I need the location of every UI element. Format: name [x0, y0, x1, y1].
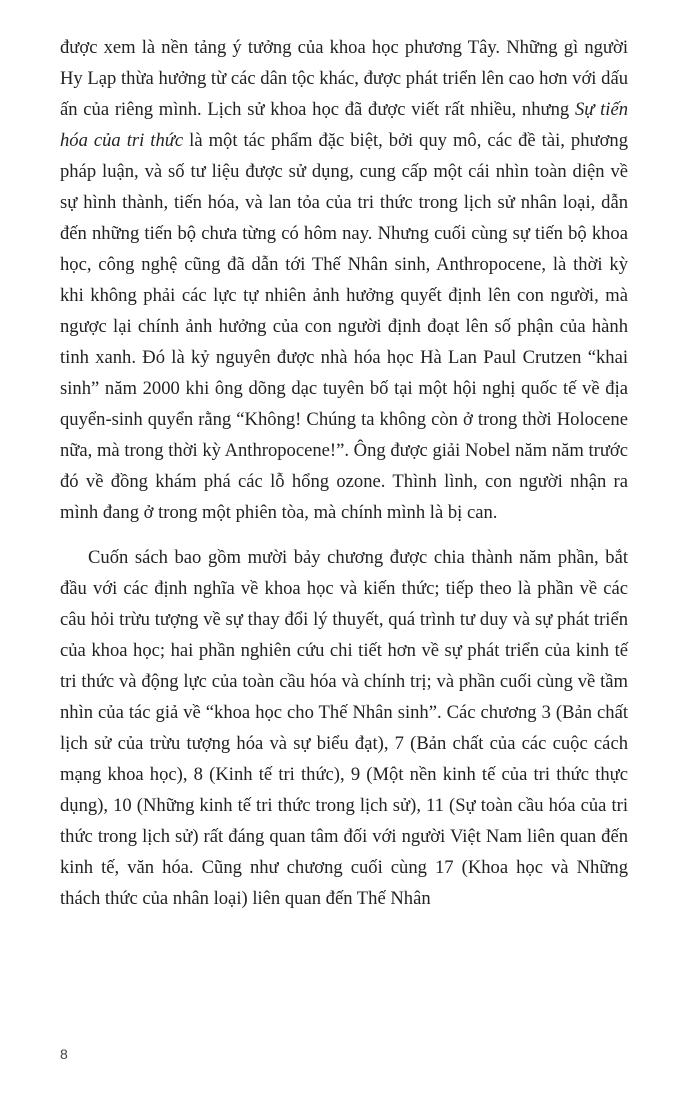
paragraph-1-text-start: được xem là nền tảng ý tưởng của khoa học phương Tây. Những gì người Hy Lạp thừa hưởng từ các dân tộc khác, được phát triển lên cao hơn với dấu ấn của riêng mình. Lịch sử khoa học đã được viết rất nhiều, nhưng [60, 37, 628, 120]
book-title-italic: Sự tiến hóa của tri thức [60, 99, 629, 151]
paragraph-2: Cuốn sách bao gồm mười bảy chương được chia thành năm phần, bắt đầu với các định nghĩa về khoa học và kiến thức; tiếp theo là phần về các câu hỏi trừu tượng về sự thay đổi lý thuyết, quá trình tư duy và sự phát triển của khoa học; hai phần nghiên cứu chi tiết hơn về sự phát triển của kinh tế tri thức và động lực của toàn cầu hóa và chính trị; và phần cuối cùng về tầm nhìn của tác giả về “khoa học cho Thế Nhân sinh”. Các chương 3 (Bản chất lịch sử của trừu tượng hóa và sự biểu đạt), 7 (Bản chất của các cuộc cách mạng khoa học), 8 (Kinh tế tri thức), 9 (Một nền kinh tế của tri thức thực dụng), 10 (Những kinh tế tri thức trong lịch sử), 11 (Sự toàn cầu hóa của tri thức trong lịch sử) rất đáng quan tâm đối với người Việt Nam liên quan đến kinh tế, văn hóa. Cũng như chương cuối cùng 17 (Khoa học và Những thách thức của nhân loại) liên quan đến Thế Nhân [60, 547, 628, 909]
page-number: 8 [60, 1046, 68, 1062]
paragraph-1 [60, 32, 628, 528]
page-body [60, 32, 628, 914]
paragraph-1-text-end: là một tác phẩm đặc biệt, bởi quy mô, các đề tài, phương pháp luận, và số tư liệu được sử dụng, cung cấp một cái nhìn toàn diện về sự hình thành, tiến hóa, và lan tỏa của tri thức trong lịch sử nhân loại, dẫn đến những tiến bộ chưa từng có hôm nay. Nhưng cuối cùng sự tiến bộ khoa học, công nghệ cũng đã dẫn tới Thế Nhân sinh, Anthropocene, là thời kỳ khi không phải các lực tự nhiên ảnh hưởng quyết định lên con người, mà ngược lại chính ảnh hưởng của con người định đoạt lên số phận của hành tinh xanh. Đó là kỷ nguyên được nhà hóa học Hà Lan Paul Crutzen “khai sinh” năm 2000 khi ông dõng dạc tuyên bố tại một hội nghị quốc tế về địa quyển-sinh quyển rằng “Không! Chúng ta không còn ở trong thời Holocene nữa, mà trong thời kỳ Anthropocene!”. Ông được giải Nobel năm năm trước đó về đồng khám phá các lỗ hổng ozone. Thình lình, con người nhận ra mình đang ở trong một phiên tòa, mà chính mình là bị can. [60, 130, 628, 523]
